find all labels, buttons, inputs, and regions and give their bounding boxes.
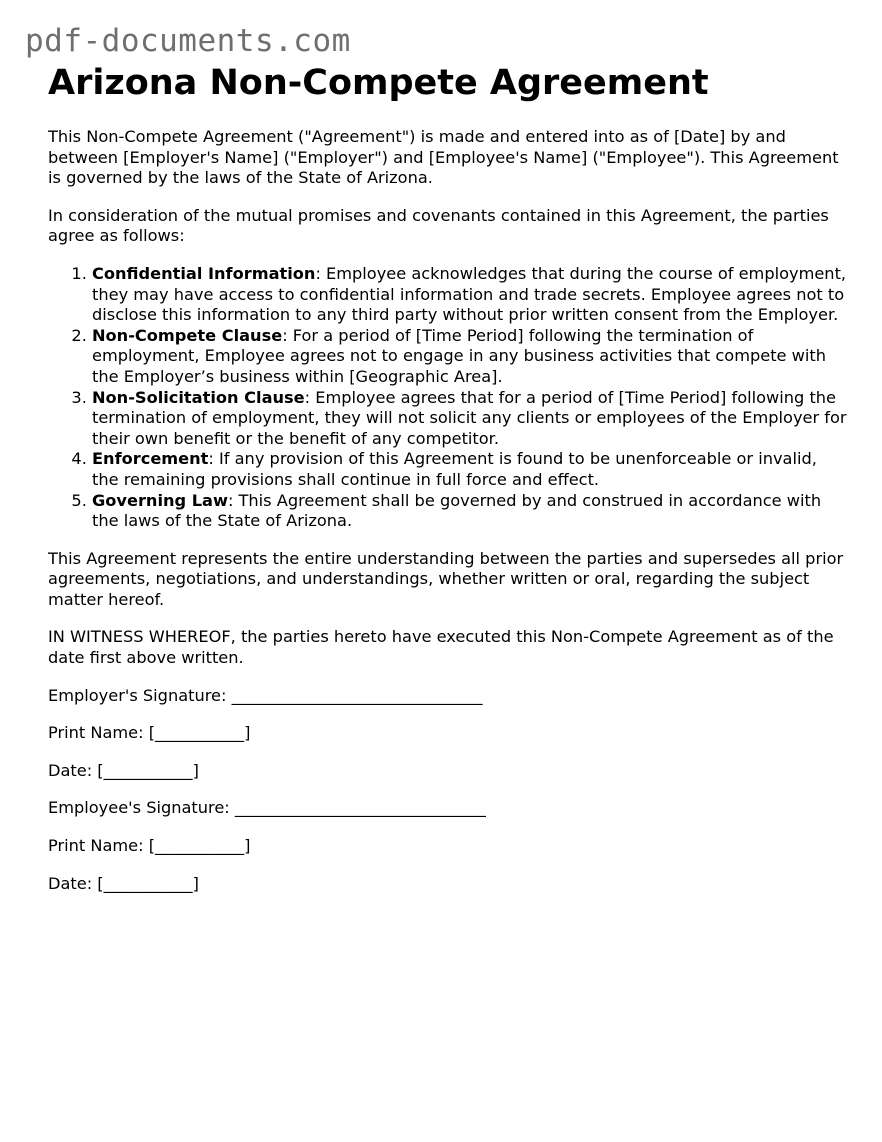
- clause-heading: Non-Compete Clause: [92, 325, 283, 345]
- consideration-paragraph: In consideration of the mutual promises and covenants contained in this Agreement, the parties agree as follows:: [48, 205, 829, 246]
- intro-paragraph: This Non-Compete Agreement ("Agreement") is made and entered into as of [Date] by and between [Employer's Name] ("Employer") and [Employee's Name] ("Employee"). This Agreement is governed by the laws of the State of Arizona.: [48, 127, 839, 188]
- page-title: Arizona Non-Compete Agreement: [48, 63, 709, 103]
- clause-text: : Employee acknowledges that during the course of employment, they may have access to confidential information and trade secrets. Employee agrees not to disclose this information to any third party without prior written consent from the Employer.: [92, 263, 847, 325]
- entire-agreement-paragraph: This Agreement represents the entire understanding between the parties and supersedes all prior agreements, negotiations, and understandings, whether written or oral, regarding the subject matter hereof.: [48, 548, 844, 609]
- clause-item: [92, 326, 848, 388]
- clause-heading: Enforcement: [92, 449, 209, 469]
- clause-text: : Employee agrees that for a period of [Time Period] following the termination of employment, they will not solicit any clients or employees of the Employer for their own benefit or the benefit of any competitor.: [92, 387, 847, 448]
- clause-item: [92, 449, 848, 490]
- witness-paragraph: IN WITNESS WHEREOF, the parties hereto have executed this Non-Compete Agreement as of the date first above written.: [48, 627, 834, 668]
- clause-heading: Confidential Information: [92, 263, 316, 283]
- clause-heading: Non-Solicitation Clause: [92, 387, 305, 407]
- clause-heading: Governing Law: [92, 490, 228, 510]
- employee-print-name-line: Print Name: [___________]: [48, 836, 251, 856]
- site-watermark: pdf-documents.com: [25, 23, 351, 59]
- employer-date-line: Date: [___________]: [48, 760, 199, 780]
- clause-list: [48, 264, 848, 532]
- clause-item: [92, 491, 848, 532]
- employer-signature-line: Employer's Signature: _______________________________: [48, 685, 483, 705]
- employer-print-name-line: Print Name: [___________]: [48, 723, 251, 743]
- agreement-body: [48, 127, 848, 911]
- clause-item: [92, 388, 848, 450]
- employee-signature-line: Employee's Signature: _______________________________: [48, 798, 486, 818]
- clause-text: : For a period of [Time Period] following the termination of employment, Employee agrees not to engage in any business activities that compete with the Employer’s business within [Geographic Area].: [92, 325, 827, 386]
- employee-date-line: Date: [___________]: [48, 873, 199, 893]
- clause-text: : If any provision of this Agreement is found to be unenforceable or invalid, the remaining provisions shall continue in full force and effect.: [92, 449, 817, 489]
- clause-item: [92, 264, 848, 326]
- clause-text: : This Agreement shall be governed by and construed in accordance with the laws of the State of Arizona.: [92, 490, 822, 531]
